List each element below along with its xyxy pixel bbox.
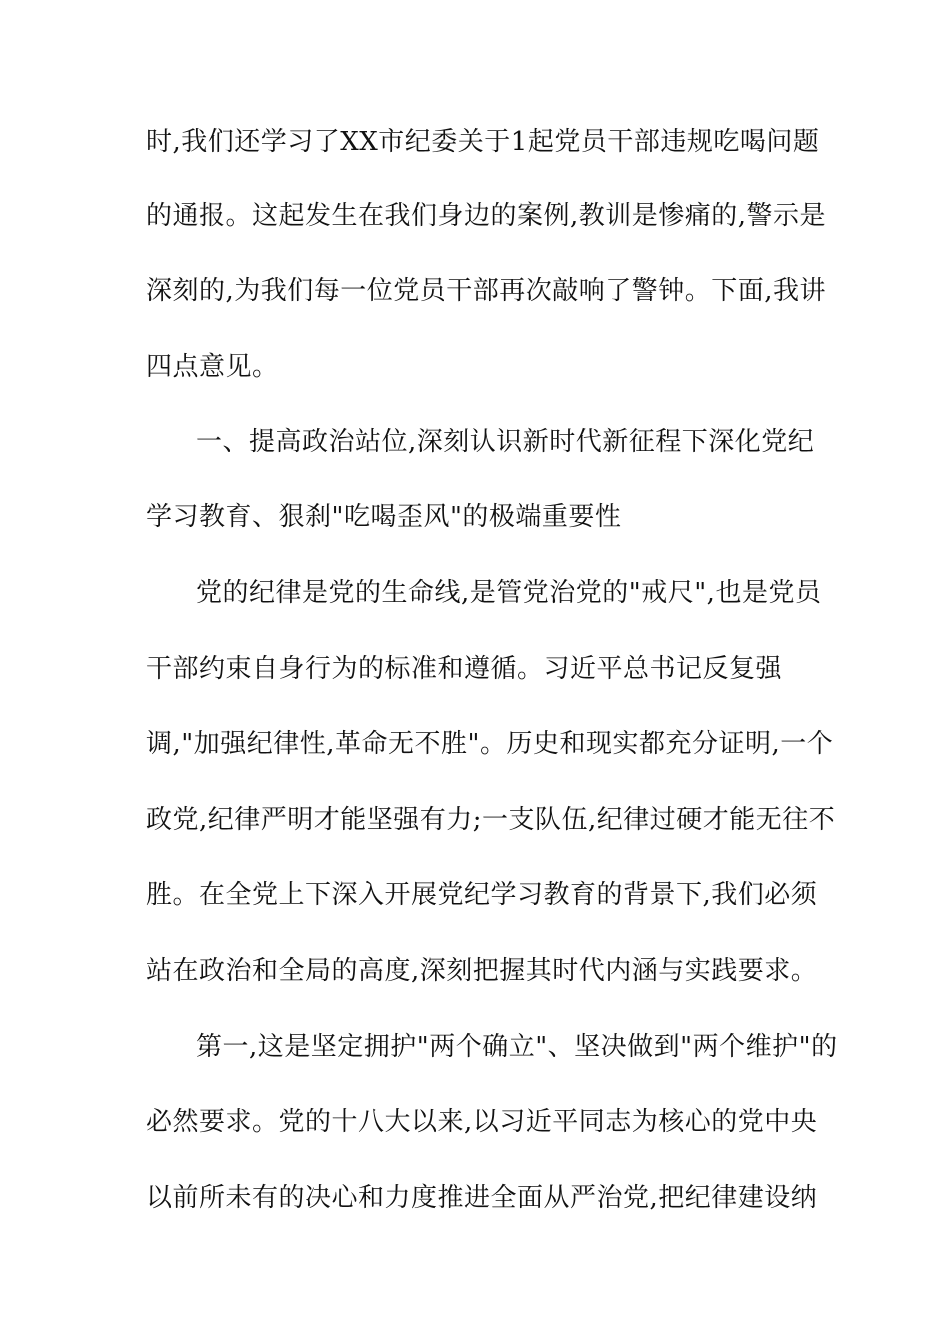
- text-line: 的通报。这起发生在我们身边的案例,教训是惨痛的,警示是: [146, 201, 827, 231]
- text-line: 时,我们还学习了XX市纪委关于1起党员干部违规吃喝问题: [146, 127, 820, 157]
- text-line: 第一,这是坚定拥护"两个确立"、坚决做到"两个维护"的: [196, 1032, 838, 1062]
- text-line: 站在政治和全局的高度,深刻把握其时代内涵与实践要求。: [146, 956, 818, 986]
- text-line: 干部约束自身行为的标准和遵循。习近平总书记反复强: [146, 654, 783, 684]
- text-line: 胜。在全党上下深入开展党纪学习教育的背景下,我们必须: [146, 880, 818, 910]
- text-line: 调,"加强纪律性,革命无不胜"。历史和现实都充分证明,一个: [146, 729, 834, 759]
- text-line: 党的纪律是党的生命线,是管党治党的"戒尺",也是党员: [196, 578, 822, 608]
- section-heading-line: 学习教育、狠刹"吃喝歪风"的极端重要性: [146, 502, 622, 532]
- text-line: 以前所未有的决心和力度推进全面从严治党,把纪律建设纳: [146, 1183, 818, 1213]
- text-line: 深刻的,为我们每一位党员干部再次敲响了警钟。下面,我讲: [146, 276, 827, 306]
- text-line: 政党,纪律严明才能坚强有力;一支队伍,纪律过硬才能无往不: [146, 805, 836, 835]
- text-line: 必然要求。党的十八大以来,以习近平同志为核心的党中央: [146, 1107, 818, 1137]
- section-heading-line: 一、提高政治站位,深刻认识新时代新征程下深化党纪: [196, 427, 815, 457]
- text-line: 四点意见。: [146, 352, 279, 382]
